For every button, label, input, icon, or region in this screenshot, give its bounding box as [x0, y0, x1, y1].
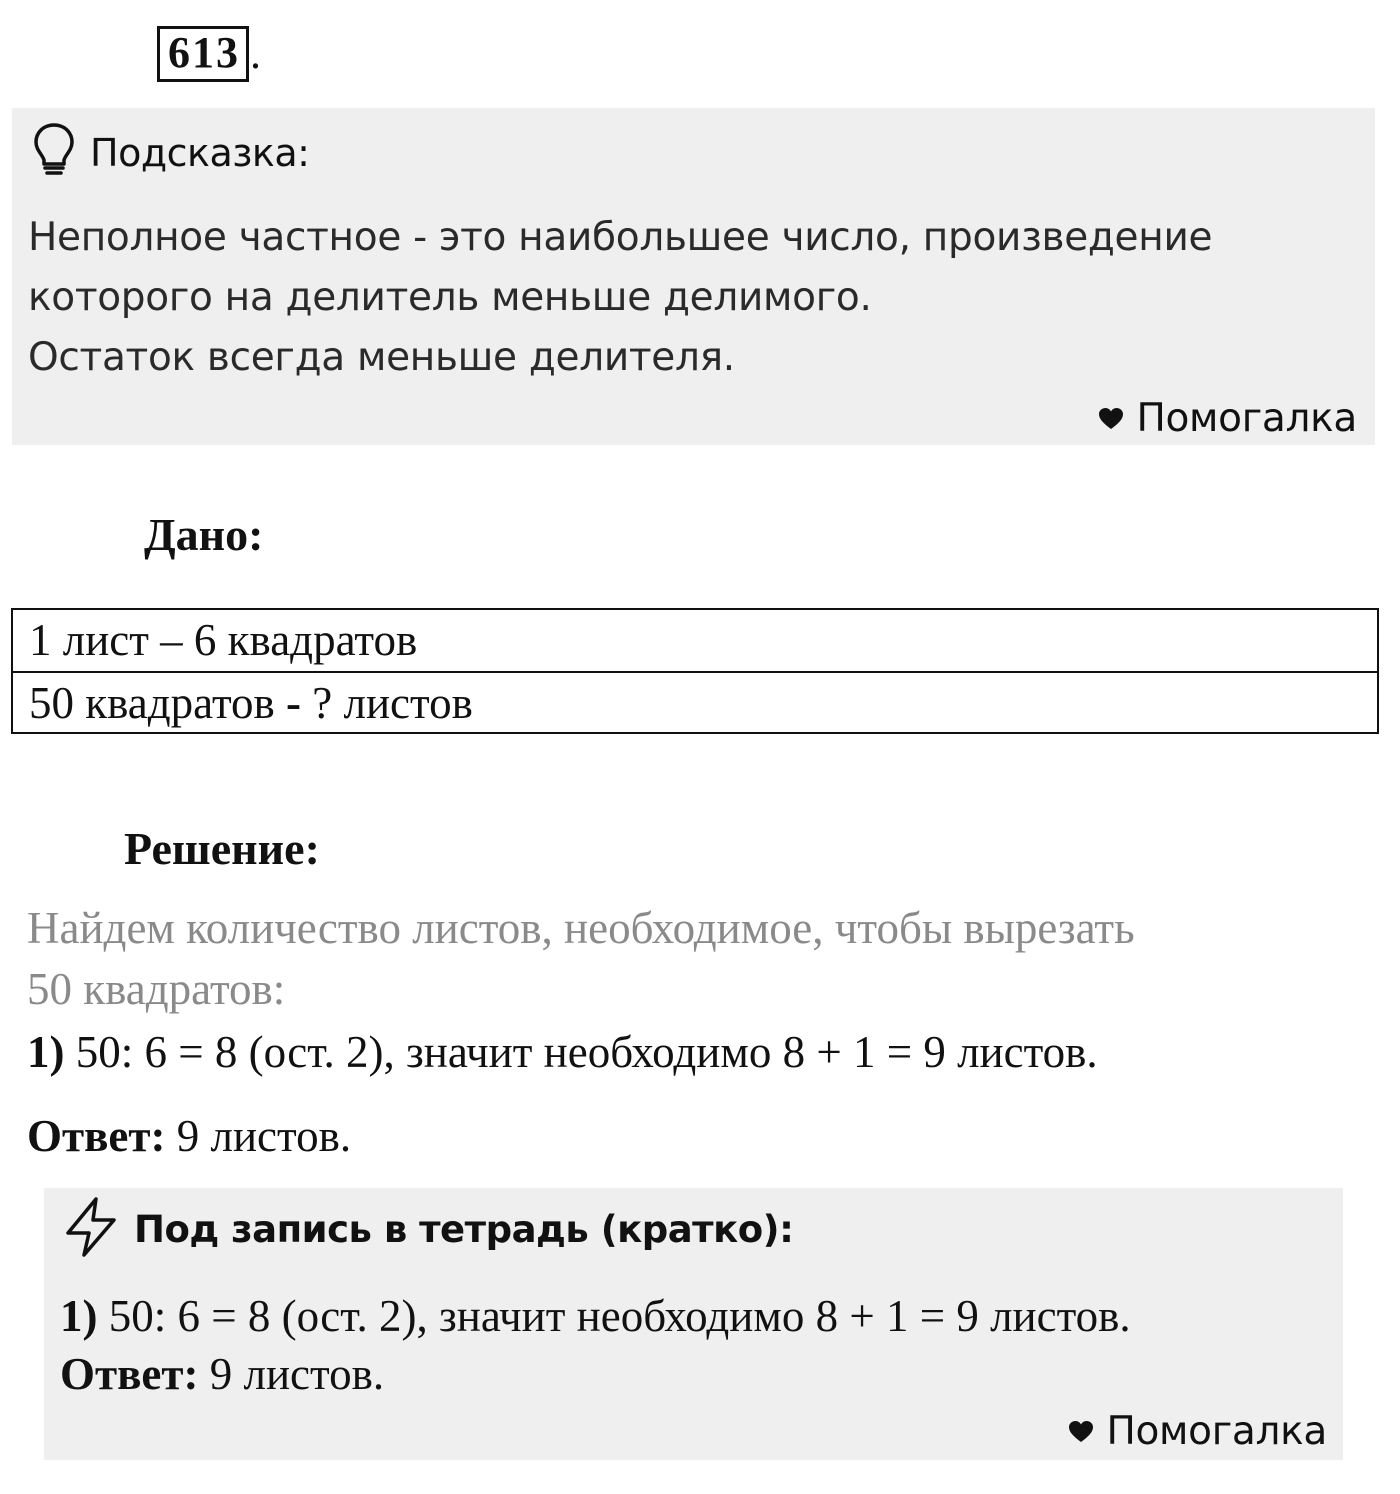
problem-number-box: 613: [157, 26, 249, 82]
brand-name: Помогалка: [1136, 396, 1357, 441]
solution-heading: Решение:: [124, 823, 320, 874]
problem-number-dot: .: [250, 29, 261, 78]
answer-text: 9 листов.: [165, 1111, 352, 1161]
notebook-box: [44, 1188, 1343, 1460]
solution-step: [27, 1022, 1098, 1082]
solution-intro-line: 50 квадратов:: [27, 964, 286, 1014]
given-row-dash: -: [286, 678, 302, 728]
problem-number: [157, 26, 261, 82]
brand-label: [1098, 396, 1357, 441]
answer-label: Ответ:: [27, 1111, 166, 1161]
step-text: 50: 6 = 8 (ост. 2), значит необходимо 8 + 1 = 9 листов.: [64, 1027, 1098, 1077]
step-label: 1): [60, 1291, 98, 1341]
notebook-step: [60, 1287, 1131, 1345]
step-text: 50: 6 = 8 (ост. 2), значит необходимо 8 + 1 = 9 листов.: [97, 1291, 1131, 1341]
given-heading: Дано:: [144, 509, 264, 560]
brand-label: [1068, 1409, 1327, 1454]
solution-intro-line: Найдем количество листов, необходимое, чтобы вырезать: [27, 903, 1135, 953]
lightning-icon: [62, 1196, 120, 1263]
heart-icon: [1098, 396, 1124, 441]
solution-answer: [27, 1106, 351, 1166]
hint-header: [32, 122, 309, 183]
notebook-header: [62, 1196, 793, 1263]
step-label: 1): [27, 1027, 65, 1077]
given-row: [13, 610, 1377, 671]
given-row-text: 1 лист – 6 квадратов: [29, 615, 418, 665]
answer-label: Ответ:: [60, 1349, 199, 1399]
hint-text: [28, 208, 1348, 388]
given-table: [11, 608, 1379, 734]
given-row: [13, 671, 1377, 732]
lightbulb-icon: [32, 122, 76, 183]
hint-line: которого на делитель меньше делимого.: [28, 275, 872, 320]
notebook-title: Под запись в тетрадь (кратко):: [134, 1208, 794, 1251]
notebook-answer: [60, 1345, 384, 1403]
given-row-text: 50 квадратов: [29, 678, 287, 728]
given-row-text: ? листов: [301, 678, 473, 728]
hint-title: Подсказка:: [90, 130, 310, 175]
hint-line: Неполное частное - это наибольшее число, произведение: [28, 215, 1213, 260]
heart-icon: [1068, 1409, 1094, 1454]
hint-line: Остаток всегда меньше делителя.: [28, 335, 735, 380]
answer-text: 9 листов.: [198, 1349, 385, 1399]
brand-name: Помогалка: [1106, 1409, 1327, 1454]
solution-intro: [27, 898, 1135, 1020]
hint-box: [12, 108, 1375, 445]
